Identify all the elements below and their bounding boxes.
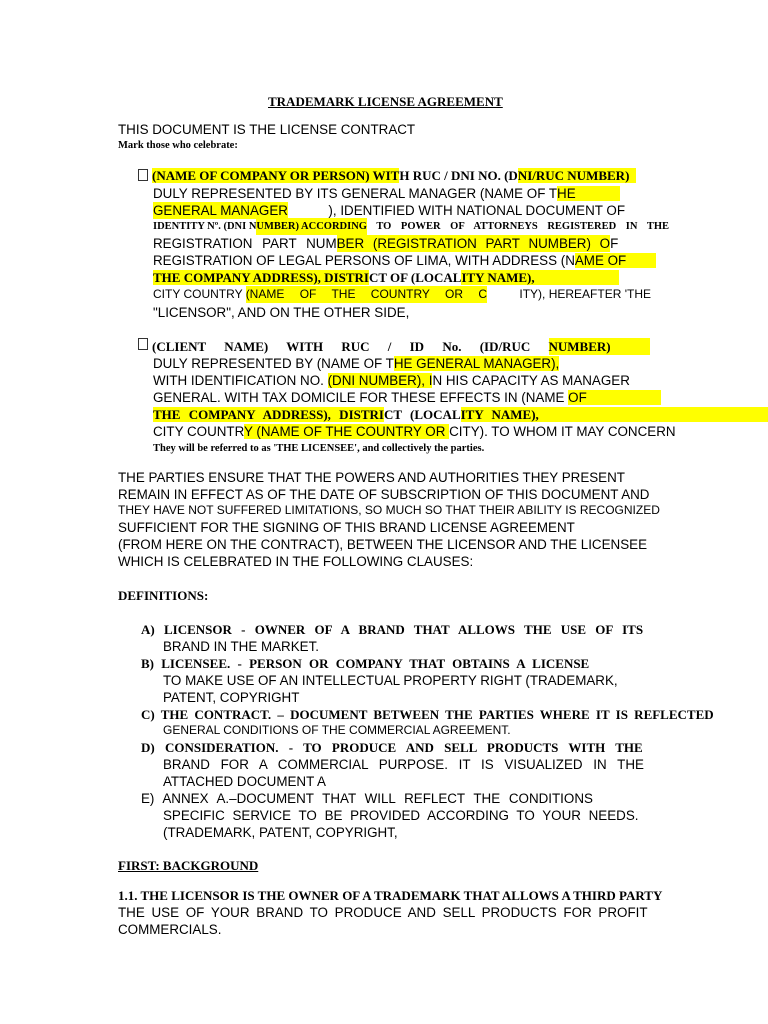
licensee-line-5: THE COMPANY ADDRESS), DISTRICT (LOCALITY NAME), [153,406,768,423]
parties-line-6: WHICH IS CELEBRATED IN THE FOLLOWING CLAUSES: [118,554,474,569]
licensor-line-9: "LICENSOR", AND ON THE OTHER SIDE, [153,305,410,320]
intro-note: Mark those who celebrate: [118,140,238,151]
licensor-name-field: (NAME OF COMPANY OR PERSON) WIT [152,168,400,183]
licensor-line-8: CITY COUNTRY (NAME OF THE COUNTRY OR C ITY), HEREAFTER 'THE [153,287,651,301]
licensee-ruc-field: NUMBER) [549,338,650,355]
definition-b-cont-2: PATENT, COPYRIGHT [163,690,300,705]
parties-line-3: THEY HAVE NOT SUFFERED LIMITATIONS, SO MUCH SO THAT THEIR ABILITY IS RECOGNIZED [118,503,660,517]
definition-b: B) LICENSEE. - PERSON OR COMPANY THAT OBTAINS A LICENSE [141,656,590,671]
licensor-address-field: AME OF [574,253,627,268]
licensor-manager-field-2: GENERAL MANAGER [153,203,288,218]
first-para-line-2: THE USE OF YOUR BRAND TO PRODUCE AND SELL PRODUCTS FOR PROFIT [118,905,648,920]
document-title: TRADEMARK LICENSE AGREEMENT [268,94,503,109]
licensor-line-5: REGISTRATION PART NUM BER (REGISTRATION PART NUMBER) O F [153,236,619,251]
first-para-line-1: 1.1. THE LICENSOR IS THE OWNER OF A TRADEMARK THAT ALLOWS A THIRD PARTY [118,888,663,903]
licensee-address-field-2: THE COMPANY ADDRESS), DISTRI [153,407,384,422]
definition-c: C) THE CONTRACT. – DOCUMENT BETWEEN THE PARTIES WHERE IT IS REFLECTED [141,707,714,722]
licensee-line-2: DULY REPRESENTED BY (NAME OF THE GENERAL MANAGER), [153,356,560,371]
licensee-locality-field: ITY NAME), [460,407,539,422]
parties-line-5: (FROM HERE ON THE CONTRACT), BETWEEN THE LICENSOR AND THE LICENSEE [118,537,647,552]
definition-e-cont-2: (TRADEMARK, PATENT, COPYRIGHT, [163,825,398,840]
licensee-address-field: OF [568,390,587,405]
licensor-country-field: (NAME OF THE COUNTRY OR C [245,287,488,301]
checkbox-icon [138,169,148,181]
licensor-line-2: DULY REPRESENTED BY ITS GENERAL MANAGER (NAME OF THE [153,185,620,202]
licensee-line-6: CITY COUNTRY (NAME OF THE COUNTRY OR CITY). TO WHOM IT MAY CONCERN [153,424,676,439]
definition-e: E) ANNEX A.–DOCUMENT THAT WILL REFLECT THE CONDITIONS [141,791,593,806]
licensor-locality-field: ITY NAME), [461,270,535,285]
licensor-registration-field: BER (REGISTRATION PART NUMBER) O [336,236,611,251]
definition-a-cont: BRAND IN THE MARKET. [163,639,319,654]
definition-a: A) LICENSOR - OWNER OF A BRAND THAT ALLOWS THE USE OF ITS [141,622,644,637]
definitions-heading: DEFINITIONS: [118,588,209,603]
first-heading: FIRST: BACKGROUND [118,858,259,873]
definition-e-cont: SPECIFIC SERVICE TO BE PROVIDED ACCORDING TO YOUR NEEDS. [163,808,639,823]
licensor-line-7: THE COMPANY ADDRESS), DISTRICT OF (LOCALITY NAME), [153,269,619,286]
licensor-manager-field: HE [557,186,576,201]
licensor-ruc-label: H RUC / DNI NO. (D [399,168,518,183]
parties-line-4: SUFFICIENT FOR THE SIGNING OF THIS BRAND LICENSE AGREEMENT [118,520,575,535]
licensor-address-field-2: THE COMPANY ADDRESS), DISTRI [153,270,369,285]
parties-line-2: REMAIN IN EFFECT AS OF THE DATE OF SUBSCRIPTION OF THIS DOCUMENT AND [118,487,650,502]
licensor-line-1 [138,167,636,184]
licensee-line-1: (CLIENT NAME) WITH RUC / ID No. (ID/RUC NUMBER) [138,338,650,355]
intro-text: THIS DOCUMENT IS THE LICENSE CONTRACT [118,122,416,137]
parties-line-1: THE PARTIES ENSURE THAT THE POWERS AND AUTHORITIES THEY PRESENT [118,470,625,485]
licensor-line-4: IDENTITY Nº. (DNI N UMBER) ACCORDING TO POWER OF ATTORNEYS REGISTERED IN THE [153,218,669,235]
checkbox-icon [138,338,148,350]
definition-c-cont: GENERAL CONDITIONS OF THE COMMERCIAL AGREEMENT. [163,723,511,737]
licensor-dni-field: UMBER) ACCORDING [256,218,367,235]
intro-line [118,121,440,138]
definition-d: D) CONSIDERATION. - TO PRODUCE AND SELL PRODUCTS WITH THE [141,740,643,755]
definition-d-cont-2: ATTACHED DOCUMENT A [163,774,326,789]
licensor-line-3: GENERAL MANAGER ), IDENTIFIED WITH NATIONAL DOCUMENT OF [153,203,625,218]
definition-d-cont: BRAND FOR A COMMERCIAL PURPOSE. IT IS VISUALIZED IN THE [163,757,644,772]
licensee-line-4: GENERAL. WITH TAX DOMICILE FOR THESE EFFECTS IN (NAME OF [153,389,661,406]
licensee-manager-field: HE GENERAL MANAGER), [393,356,560,371]
licensee-dni-field: (DNI NUMBER), I [327,373,433,388]
licensor-ruc-field: NI/RUC NUMBER) [517,168,630,183]
licensee-note: They will be referred to as 'THE LICENSEE', and collectively the parties. [153,443,485,454]
definition-b-cont: TO MAKE USE OF AN INTELLECTUAL PROPERTY RIGHT (TRADEMARK, [163,673,618,688]
licensor-line-6: REGISTRATION OF LEGAL PERSONS OF LIMA, WITH ADDRESS (NAME OF [153,252,656,269]
licensee-line-3: WITH IDENTIFICATION NO. (DNI NUMBER), IN HIS CAPACITY AS MANAGER [153,373,630,388]
licensee-country-field: Y (NAME OF THE COUNTRY OR [244,424,450,439]
first-para-line-3: COMMERCIALS. [118,922,222,937]
